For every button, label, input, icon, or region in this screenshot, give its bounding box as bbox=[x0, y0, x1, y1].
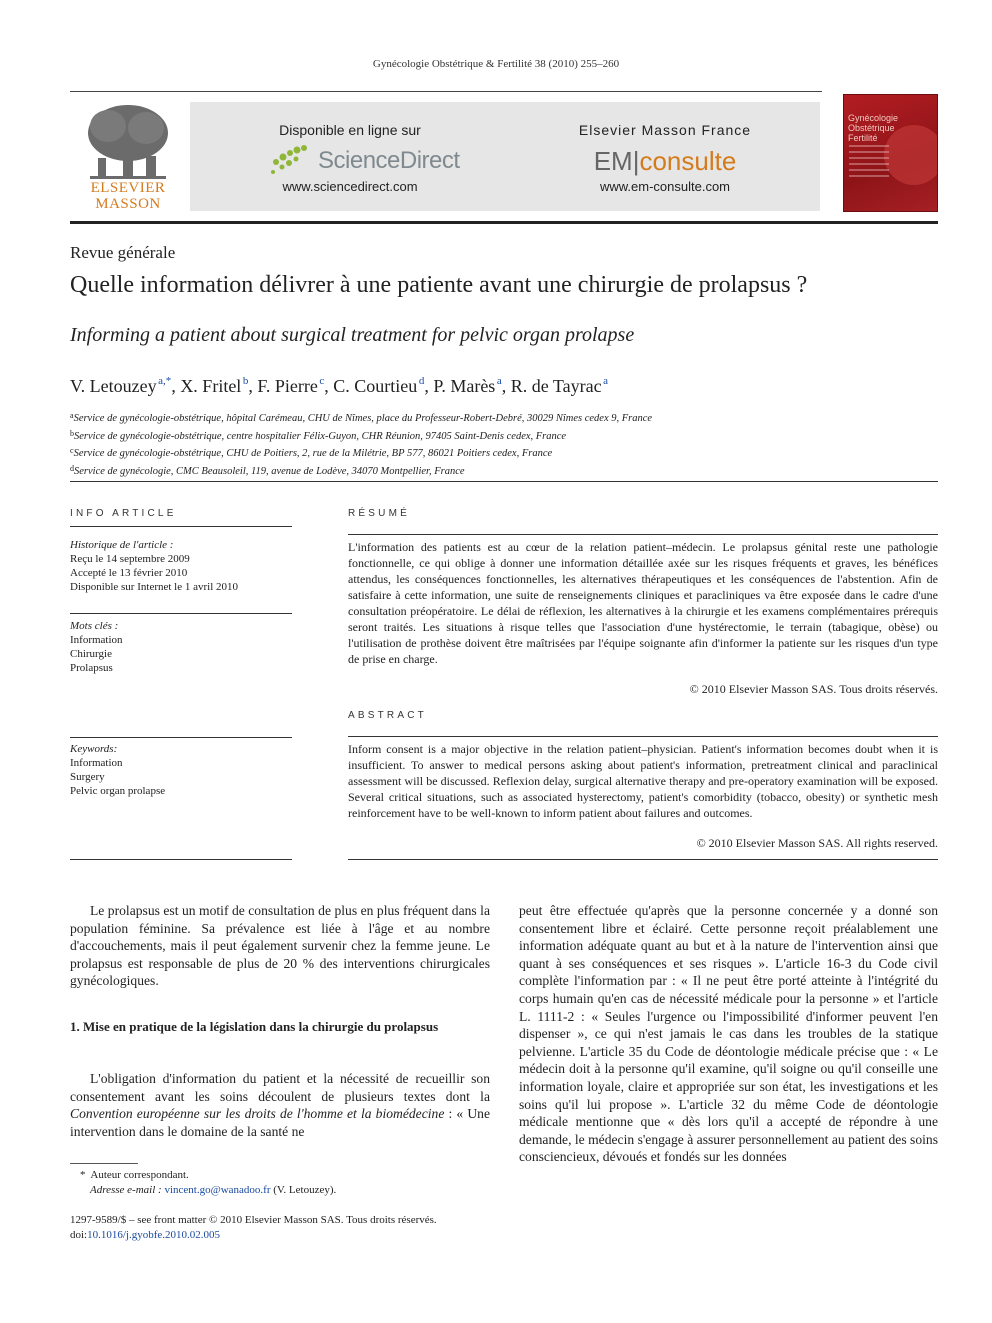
keyword-item: Information bbox=[70, 757, 123, 769]
affiliation-list bbox=[70, 409, 652, 479]
section-1-heading: 1. Mise en pratique de la législation dans la chirurgie du prolapsus bbox=[70, 1019, 439, 1034]
emconsulte-brand: EM|consulte bbox=[593, 146, 737, 176]
logo-line-elsevier: ELSEVIER bbox=[90, 180, 166, 196]
sciencedirect-url[interactable]: www.sciencedirect.com bbox=[282, 179, 418, 194]
motscles-label: Mots clés : bbox=[70, 620, 119, 632]
article-title: Quelle information délivrer à une patiente avant une chirurgie de prolapsus ? bbox=[70, 272, 808, 298]
info-article-heading: INFO ARTICLE bbox=[70, 508, 177, 519]
emconsulte-block[interactable] bbox=[510, 102, 820, 211]
journal-reference: Gynécologie Obstétrique & Fertilité 38 (2010) 255–260 bbox=[372, 58, 620, 70]
doi-label: doi: bbox=[70, 1229, 88, 1241]
logo-line-masson: MASSON bbox=[95, 196, 161, 212]
sciencedirect-leaf-icon bbox=[268, 142, 318, 178]
footnote bbox=[80, 1168, 500, 1198]
emconsulte-url[interactable]: www.em-consulte.com bbox=[599, 179, 731, 194]
section-1-paragraph: L'obligation d'information du patient et la nécessité de recueillir son consentement avant les soins découlent de plusieurs textes dont la Convention européenne sur les droits de l'homme et la biomédecine : « Une intervention dans le domaine de la santé ne bbox=[70, 1071, 490, 1139]
footnote-rule bbox=[70, 1163, 138, 1164]
author: F. Pierre bbox=[257, 376, 318, 396]
header-bottom-rule bbox=[70, 221, 938, 224]
keywords-label: Keywords: bbox=[70, 743, 118, 755]
sciencedirect-brand: ScienceDirect bbox=[318, 147, 460, 174]
journal-cover-thumbnail[interactable] bbox=[843, 94, 938, 212]
abstract-copyright: © 2010 Elsevier Masson SAS. All rights reserved. bbox=[696, 836, 938, 850]
info-rule-4 bbox=[70, 859, 292, 860]
keyword-item: Surgery bbox=[70, 771, 105, 783]
keyword-item: Pelvic organ prolapse bbox=[70, 785, 166, 797]
right-column-paragraph: peut être effectuée qu'après que la personne concernée y a donné son consentement libre et éclairé. Cette personne reçoit préalablement une information adéquate quant au but et à la nature de l'intervention ainsi que quant à ses conséquences et ses risques ». L'article 16-3 du Code civil complète l'information par : « Il ne peut être porté atteinte à l'intégrité du corps humain qu'en cas de nécessité médicale pour la personne » et l'article L. 1111-2 : « Seules l'urgence ou l'impossibilité d'informer peuvent l'en dispenser », ce qui n'est jamais le cas dans les troubles de la statique pelvienne. L'article 35 du Code de déontologie médicale précise que : « Le médecin doit à la personne qu'il examine, qu'il soigne ou qu'il conseille une information loyale, claire et appropriée sur son état, les investigations et les soins qu'il lui propose ». L'article 32 du même Code de déontologie médicale mentionne que « dès lors qu'il a accepté de répondre à une demande, le médecin s'engage à assurer personnellement au patient des soins consciencieux, dévoués et fondés sur les données bbox=[519, 903, 938, 1165]
em-publisher-text: Elsevier Masson France bbox=[578, 122, 752, 138]
resume-heading: RÉSUMÉ bbox=[348, 508, 410, 519]
received-date: Reçu le 14 septembre 2009 bbox=[70, 553, 190, 565]
resume-text: L'information des patients est au cœur de la relation patient–médecin. Le prolapsus génital reste une pathologie fonctionnelle, ce qui oblige à donner une information détaillée axée sur les risques fréquents et graves, les bénéfices attendus, les conséquences fonctionnelles, les alternatives thérapeutiques et les conséquences de l'abstention. Afin de satisfaire à cette information, une suite de renseignements cliniques et paracliniques va être exposée dans le cadre d'une consultation préopératoire. Le délai de réflexion, les alternatives à la chirurgie et les examens complémentaires prérequis seront traités. Les situations à risque telles que l'association d'une hystérectomie, le terrain (tabagique, obèse) ou l'utilisation de prothèse doivent être maîtrisées par l'équipe soignante afin d'informer la patiente sur les risques d'un type de prise en charge. bbox=[348, 540, 938, 666]
author-affil-link[interactable]: a,* bbox=[158, 375, 172, 387]
info-rule-1 bbox=[70, 526, 292, 527]
article-subtitle: Informing a patient about surgical treatment for pelvic organ prolapse bbox=[70, 324, 635, 346]
motcle-item: Prolapsus bbox=[70, 662, 113, 674]
corresponding-author-note: Auteur correspondant. bbox=[90, 1169, 189, 1181]
accepted-date: Accepté le 13 février 2010 bbox=[70, 567, 188, 579]
issn-line: 1297-9589/$ – see front matter © 2010 Elsevier Masson SAS. Tous droits réservés. bbox=[70, 1214, 437, 1226]
sciencedirect-block[interactable] bbox=[190, 102, 510, 211]
author-affil-link[interactable]: b bbox=[242, 375, 249, 387]
cover-lines-decoration bbox=[849, 145, 889, 181]
author: P. Marès bbox=[433, 376, 496, 396]
footnote-marker: * bbox=[80, 1169, 86, 1181]
motcle-item: Chirurgie bbox=[70, 648, 112, 660]
author-affil-link[interactable]: a bbox=[603, 375, 608, 387]
resume-copyright: © 2010 Elsevier Masson SAS. Tous droits réservés. bbox=[689, 682, 938, 696]
abstract-bottom-rule bbox=[348, 859, 938, 860]
author: X. Fritel bbox=[180, 376, 242, 396]
header-top-rule bbox=[70, 91, 822, 92]
info-rule-3 bbox=[70, 737, 292, 738]
access-banner bbox=[190, 102, 820, 211]
motcle-item: Information bbox=[70, 634, 123, 646]
keywords bbox=[70, 742, 292, 798]
author-list: V. Letouzey $^{a,*}$, X. Fritel $^b$, F. Pierre $^c$, C. Courtieu $^d$, P. Marès $^a$, R. de Tayrac $^a$ bbox=[70, 375, 608, 396]
abstract-rule bbox=[348, 736, 938, 737]
online-date: Disponible sur Internet le 1 avril 2010 bbox=[70, 581, 239, 593]
author: V. Letouzey bbox=[70, 376, 157, 396]
mots-cles bbox=[70, 619, 292, 675]
em-brand-part1: EM bbox=[593, 146, 633, 176]
author-affil-link[interactable]: a bbox=[496, 375, 502, 387]
elsevier-masson-logo bbox=[78, 98, 178, 212]
info-rule-2 bbox=[70, 613, 292, 614]
affiliation: $^b$Service de gynécologie-obstétrique, centre hospitalier Félix-Guyon, CHR Réunion, 97405 Saint-Denis cedex, France bbox=[70, 428, 567, 442]
author-affil-link[interactable]: d bbox=[418, 375, 425, 387]
email-owner: (V. Letouzey). bbox=[273, 1184, 337, 1196]
author: R. de Tayrac bbox=[510, 376, 602, 396]
affiliation: $^d$Service de gynécologie, CMC Beausoleil, 119, avenue de Lodève, 34070 Montpellier, France bbox=[70, 463, 465, 477]
history-label: Historique de l'article : bbox=[70, 539, 174, 551]
article-history bbox=[70, 538, 292, 594]
doi-link[interactable]: 10.1016/j.gyobfe.2010.02.005 bbox=[87, 1229, 221, 1241]
sd-available-text: Disponible en ligne sur bbox=[279, 122, 421, 138]
abstract-heading: ABSTRACT bbox=[348, 710, 427, 721]
author: C. Courtieu bbox=[333, 376, 418, 396]
front-matter-footer bbox=[70, 1213, 670, 1243]
title-separator-rule bbox=[70, 481, 938, 482]
author-email-link[interactable]: vincent.go@wanadoo.fr bbox=[164, 1184, 271, 1196]
cover-title: Gynécologie Obstétrique Fertilité bbox=[848, 113, 899, 143]
em-brand-part2: consulte bbox=[639, 146, 737, 176]
resume-rule bbox=[348, 534, 938, 535]
intro-paragraph: Le prolapsus est un motif de consultation de plus en plus fréquent dans la population féminine. Sa prévalence est liée à l'âge et au nombre d'accouchements, mais il peut également survenir chez la femme jeune. Le prolapsus est responsable de plus de 20 % des interventions chirurgicales gynécologiques. bbox=[70, 903, 490, 989]
affiliation: $^c$Service de gynécologie-obstétrique, CHU de Poitiers, 2, rue de la Milétrie, BP 577, 86021 Poitiers cedex, France bbox=[70, 446, 553, 459]
affiliation: $^a$Service de gynécologie-obstétrique, hôpital Carémeau, CHU de Nîmes, place du Professeur-Robert-Debré, 30029 Nîmes cedex 9, France bbox=[70, 411, 653, 424]
abstract-text: Inform consent is a major objective in the relation patient–physician. Patient's information becomes doubt when it is insufficient. To answer to medical persons asking about patient's information, pretreatment clinical and paraclinical assessment will be discussed. Reflexion delay, surgical alternative therapy and pre-operatory examination will be exposed. Several critical situations, such as associated hysterectomy, patient's comorbidity (tobacco, obesity) or synthetic mesh reinforcement have to be well-known to inform patient about failures and outcomes. bbox=[348, 742, 938, 820]
author-affil-link[interactable]: c bbox=[319, 375, 325, 387]
article-category: Revue générale bbox=[70, 243, 176, 262]
email-label: Adresse e-mail : bbox=[90, 1184, 162, 1196]
